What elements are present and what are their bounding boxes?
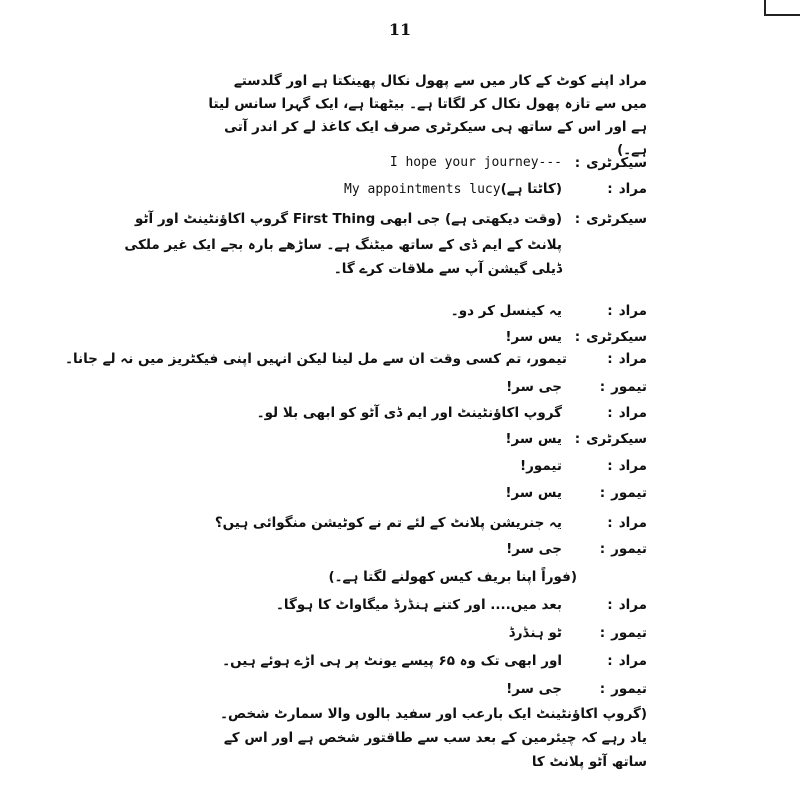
speaker-name: مراد: <box>607 653 647 669</box>
speaker-name: مراد: <box>607 351 647 367</box>
speaker-name: مراد: <box>607 405 647 421</box>
dialogue-line: جی سر! <box>506 681 562 697</box>
speaker-name: سیکرٹری: <box>574 431 647 447</box>
dialogue-line: I hope your journey--- <box>389 155 562 170</box>
dialogue-line: یس سر! <box>505 431 562 447</box>
dialogue-line: ٹو ہنڈرڈ <box>508 625 562 641</box>
stage-direction-row <box>205 566 647 588</box>
dialogue-row <box>205 178 647 200</box>
dialogue-line: تیمور، تم کسی وقت ان سے مل لینا لیکن انہیں اپنی فیکٹریز میں نہ لے جانا۔ <box>65 351 567 367</box>
speaker-name: مراد: <box>607 515 647 531</box>
dialogue-row <box>135 208 647 230</box>
speaker-name: مراد: <box>607 181 647 197</box>
dialogue-line: بعد میں.... اور کتنے ہنڈرڈ میگاواٹ کا ہوگا۔ <box>276 597 562 613</box>
dialogue-line: ڈیلی گیشن آپ سے ملاقات کرے گا۔ <box>333 261 562 277</box>
dialogue-row <box>205 594 647 616</box>
speaker-name: تیمور: <box>599 379 647 395</box>
dialogue-line: (وقت دیکھتی ہے) جی ابھی First Thing گروپ اکاؤنٹینٹ اور آٹو <box>135 211 562 227</box>
dialogue-row <box>65 348 647 370</box>
dialogue-line: یس سر! <box>505 485 562 501</box>
dialogue-row <box>205 650 647 672</box>
page-number: 11 <box>388 20 412 39</box>
dialogue-line: جی سر! <box>506 541 562 557</box>
corner-mark <box>764 0 800 16</box>
stage-direction: مراد اپنے کوٹ کے کار میں سے پھول نکال پھینکتا ہے اور گلدستے میں سے تازہ پھول نکال کر لگاتا ہے۔ بیٹھتا ہے، ایک گہرا سانس لیتا ہے اور اس کے ساتھ ہی سیکرٹری صرف ایک کاغذ لے کر اندر آتی ہے۔) <box>208 73 647 158</box>
dialogue-line: گروپ اکاؤنٹینٹ اور ایم ڈی آٹو کو ابھی بلا لو۔ <box>256 405 562 421</box>
stage-direction: (فوراً اپنا بریف کیس کھولنے لگتا ہے۔) <box>328 569 577 585</box>
speaker-name: سیکرٹری: <box>574 329 647 345</box>
dialogue-row <box>205 428 647 450</box>
dialogue-continuation <box>124 234 647 256</box>
dialogue-row <box>205 622 647 644</box>
speaker-name: تیمور: <box>599 681 647 697</box>
dialogue-line: پلانٹ کے ایم ڈی کے ساتھ میٹنگ ہے۔ ساڑھے بارہ بجے ایک غیر ملکی <box>124 237 562 253</box>
dialogue-line: یہ کینسل کر دو۔ <box>450 303 562 319</box>
dialogue-line: یس سر! <box>505 329 562 345</box>
dialogue-line: جی سر! <box>506 379 562 395</box>
speaker-name: تیمور: <box>599 485 647 501</box>
dialogue-row <box>205 326 647 348</box>
dialogue-row <box>205 482 647 504</box>
dialogue-continuation <box>205 258 647 280</box>
dialogue-line: یہ جنریشن پلانٹ کے لئے تم نے کوٹیشن منگوائی ہیں؟ <box>214 515 562 531</box>
dialogue-line: (کاٹتا ہے)My appointments lucy <box>344 181 562 197</box>
dialogue-row <box>205 402 647 424</box>
dialogue-row <box>205 678 647 700</box>
speaker-name: سیکرٹری: <box>574 211 647 227</box>
speaker-name: مراد: <box>607 597 647 613</box>
speaker-name: مراد: <box>607 458 647 474</box>
speaker-name: سیکرٹری: <box>574 155 647 171</box>
dialogue-row <box>205 512 647 534</box>
dialogue-row <box>205 455 647 477</box>
dialogue-row <box>205 538 647 560</box>
speaker-name: تیمور: <box>599 625 647 641</box>
dialogue-row <box>205 300 647 322</box>
stage-direction: (گروپ اکاؤنٹینٹ ایک بارعب اور سفید بالوں والا سمارٹ شخص۔ یاد رہے کہ چیئرمین کے بعد سب سے طاقتور شخص ہے اور اس کے ساتھ آٹو پلانٹ کا <box>220 706 647 770</box>
dialogue-line: اور ابھی تک وہ ۶۵ پیسے یونٹ پر ہی اڑے ہوئے ہیں۔ <box>222 653 562 669</box>
dialogue-row <box>205 376 647 398</box>
dialogue-line: تیمور! <box>519 458 562 474</box>
speaker-name: تیمور: <box>599 541 647 557</box>
speaker-name: مراد: <box>607 303 647 319</box>
dialogue-row <box>205 152 647 174</box>
